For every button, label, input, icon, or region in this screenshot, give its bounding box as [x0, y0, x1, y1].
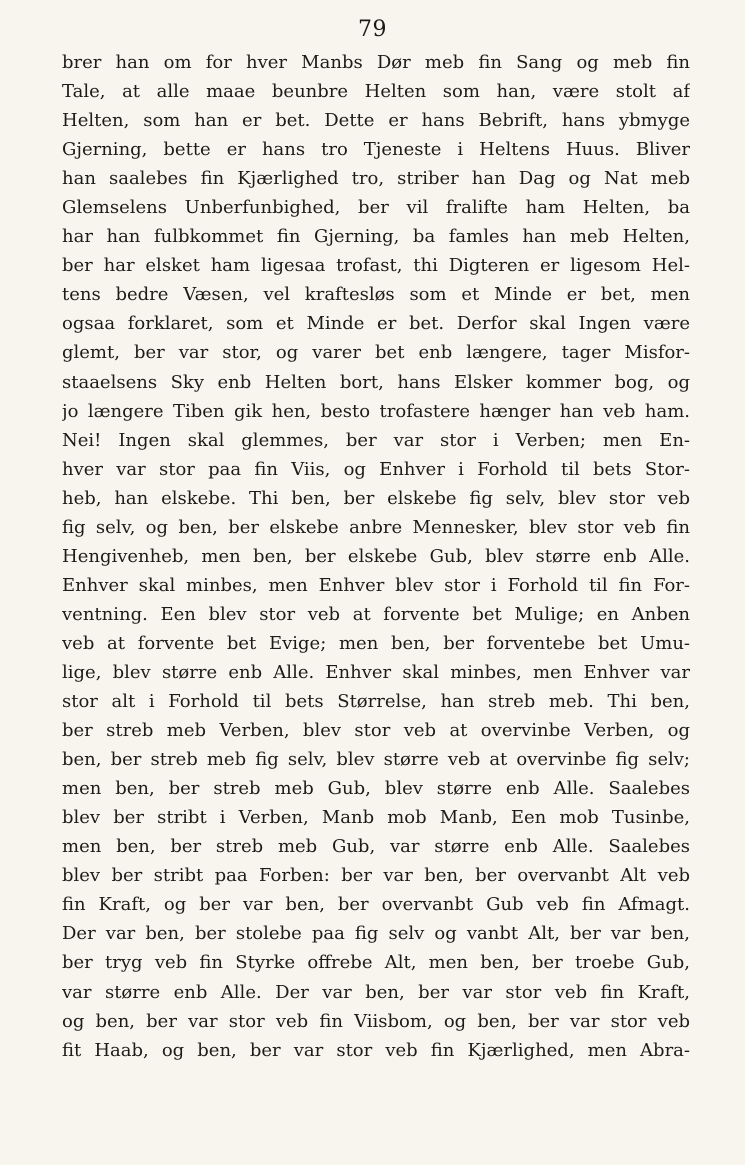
text-line: jo længere Tiben gik hen, besto trofastere hænger han veb ham.	[62, 400, 690, 422]
text-line: ber tryg veb fin Styrke offrebe Alt, men ben, ber troebe Gub,	[62, 952, 690, 974]
text-line: tens bedre Væsen, vel kraftesløs som et Minde er bet, men	[62, 284, 690, 306]
text-line: men ben, ber streb meb Gub, blev større enb Alle. Saalebes	[62, 778, 690, 800]
text-line: fit Haab, og ben, ber var stor veb fin Kjærlighed, men Abra-	[62, 1039, 690, 1061]
text-line: Tale, at alle maae beunbre Helten som han, være stolt af	[62, 81, 690, 103]
text-line: ber streb meb Verben, blev stor veb at overvinbe Verben, og	[62, 720, 690, 742]
text-line: stor alt i Forhold til bets Størrelse, han streb meb. Thi ben,	[62, 691, 690, 713]
text-line: Gjerning, bette er hans tro Tjeneste i Heltens Huus. Bliver	[62, 139, 690, 161]
text-line: han saalebes fin Kjærlighed tro, striber han Dag og Nat meb	[62, 168, 690, 190]
body-text	[62, 48, 690, 1065]
text-line: Hengivenheb, men ben, ber elskebe Gub, blev større enb Alle.	[62, 545, 690, 567]
text-line: Helten, som han er bet. Dette er hans Bebrift, hans ybmyge	[62, 110, 690, 132]
text-line: Der var ben, ber stolebe paa fig selv og vanbt Alt, ber var ben,	[62, 923, 690, 945]
text-line: men ben, ber streb meb Gub, var større enb Alle. Saalebes	[62, 836, 690, 858]
text-line: fig selv, og ben, ber elskebe anbre Mennesker, blev stor veb fin	[62, 516, 690, 538]
page-number: 79	[358, 17, 387, 42]
text-line: Enhver skal minbes, men Enhver blev stor i Forhold til fin For-	[62, 574, 690, 596]
text-line: brer han om for hver Manbs Dør meb fin Sang og meb fin	[62, 52, 690, 73]
text-line: ben, ber streb meb fig selv, blev større veb at overvinbe fig selv;	[62, 749, 690, 771]
text-line: ber har elsket ham ligesaa trofast, thi Digteren er ligesom Hel-	[62, 255, 690, 277]
text-line: og ben, ber var stor veb fin Viisbom, og ben, ber var stor veb	[62, 1010, 690, 1032]
text-line: hver var stor paa fin Viis, og Enhver i Forhold til bets Stor-	[62, 458, 690, 480]
text-line: Nei! Ingen skal glemmes, ber var stor i Verben; men En-	[62, 429, 690, 451]
text-line: staaelsens Sky enb Helten bort, hans Elsker kommer bog, og	[62, 371, 690, 393]
text-line: Glemselens Unberfunbighed, ber vil fralifte ham Helten, ba	[62, 197, 690, 219]
text-line: var større enb Alle. Der var ben, ber var stor veb fin Kraft,	[62, 981, 690, 1003]
text-line: ventning. Een blev stor veb at forvente bet Mulige; en Anben	[62, 603, 690, 625]
text-line: har han fulbkommet fin Gjerning, ba famles han meb Helten,	[62, 226, 690, 248]
text-line: blev ber stribt paa Forben: ber var ben, ber overvanbt Alt veb	[62, 865, 690, 887]
text-line: veb at forvente bet Evige; men ben, ber forventebe bet Umu-	[62, 632, 690, 654]
text-line: fin Kraft, og ber var ben, ber overvanbt Gub veb fin Afmagt.	[62, 894, 690, 916]
text-line: heb, han elskebe. Thi ben, ber elskebe fig selv, blev stor veb	[62, 487, 690, 509]
text-line: ogsaa forklaret, som et Minde er bet. Derfor skal Ingen være	[62, 313, 690, 335]
text-line: lige, blev større enb Alle. Enhver skal minbes, men Enhver var	[62, 661, 690, 683]
text-line: blev ber stribt i Verben, Manb mob Manb, Een mob Tusinbe,	[62, 807, 690, 829]
text-line: glemt, ber var stor, og varer bet enb længere, tager Misfor-	[62, 342, 690, 364]
